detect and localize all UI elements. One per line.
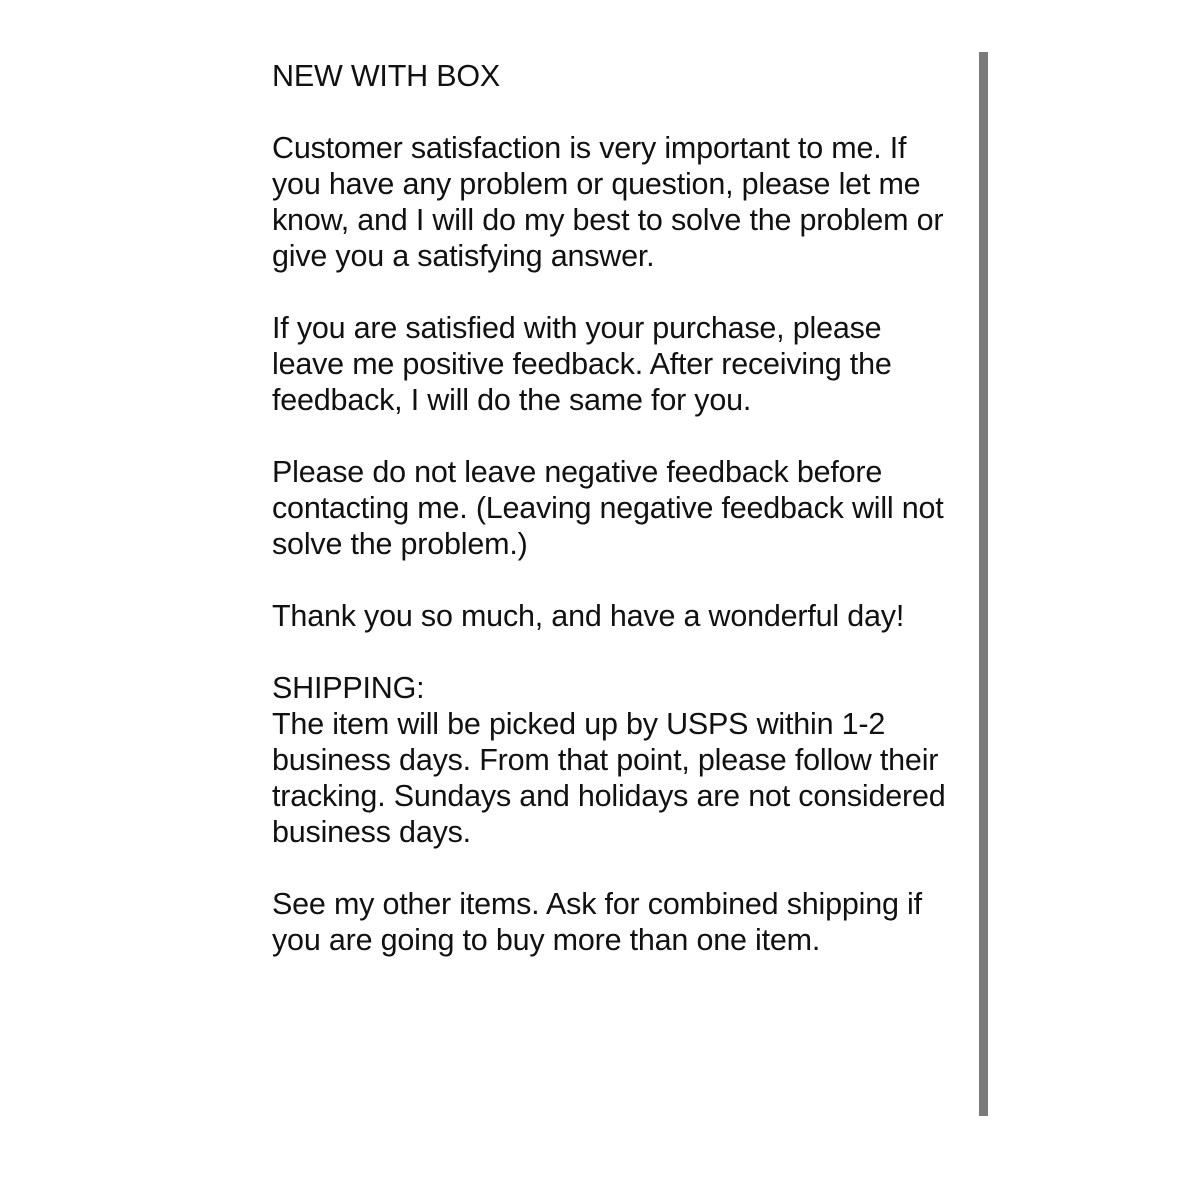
scrollbar[interactable] <box>979 52 988 1116</box>
feedback-paragraph: If you are satisfied with your purchase, please leave me positive feedback. After receiving the feedback, I will do the same for you. <box>272 311 892 417</box>
satisfaction-paragraph: Customer satisfaction is very important to me. If you have any problem or question, please let me know, and I will do my best to solve the problem or give you a satisfying answer. <box>272 131 944 273</box>
item-description <box>272 58 952 994</box>
combined-shipping-paragraph: See my other items. Ask for combined shipping if you are going to buy more than one item. <box>272 887 922 957</box>
shipping-heading: SHIPPING: <box>272 671 425 705</box>
shipping-paragraph: The item will be picked up by USPS within 1-2 business days. From that point, please follow their tracking. Sundays and holidays are not considered business days. <box>272 707 946 849</box>
condition-heading: NEW WITH BOX <box>272 59 501 93</box>
thank-you-paragraph: Thank you so much, and have a wonderful day! <box>272 599 905 633</box>
negative-feedback-paragraph: Please do not leave negative feedback before contacting me. (Leaving negative feedback will not solve the problem.) <box>272 455 944 561</box>
